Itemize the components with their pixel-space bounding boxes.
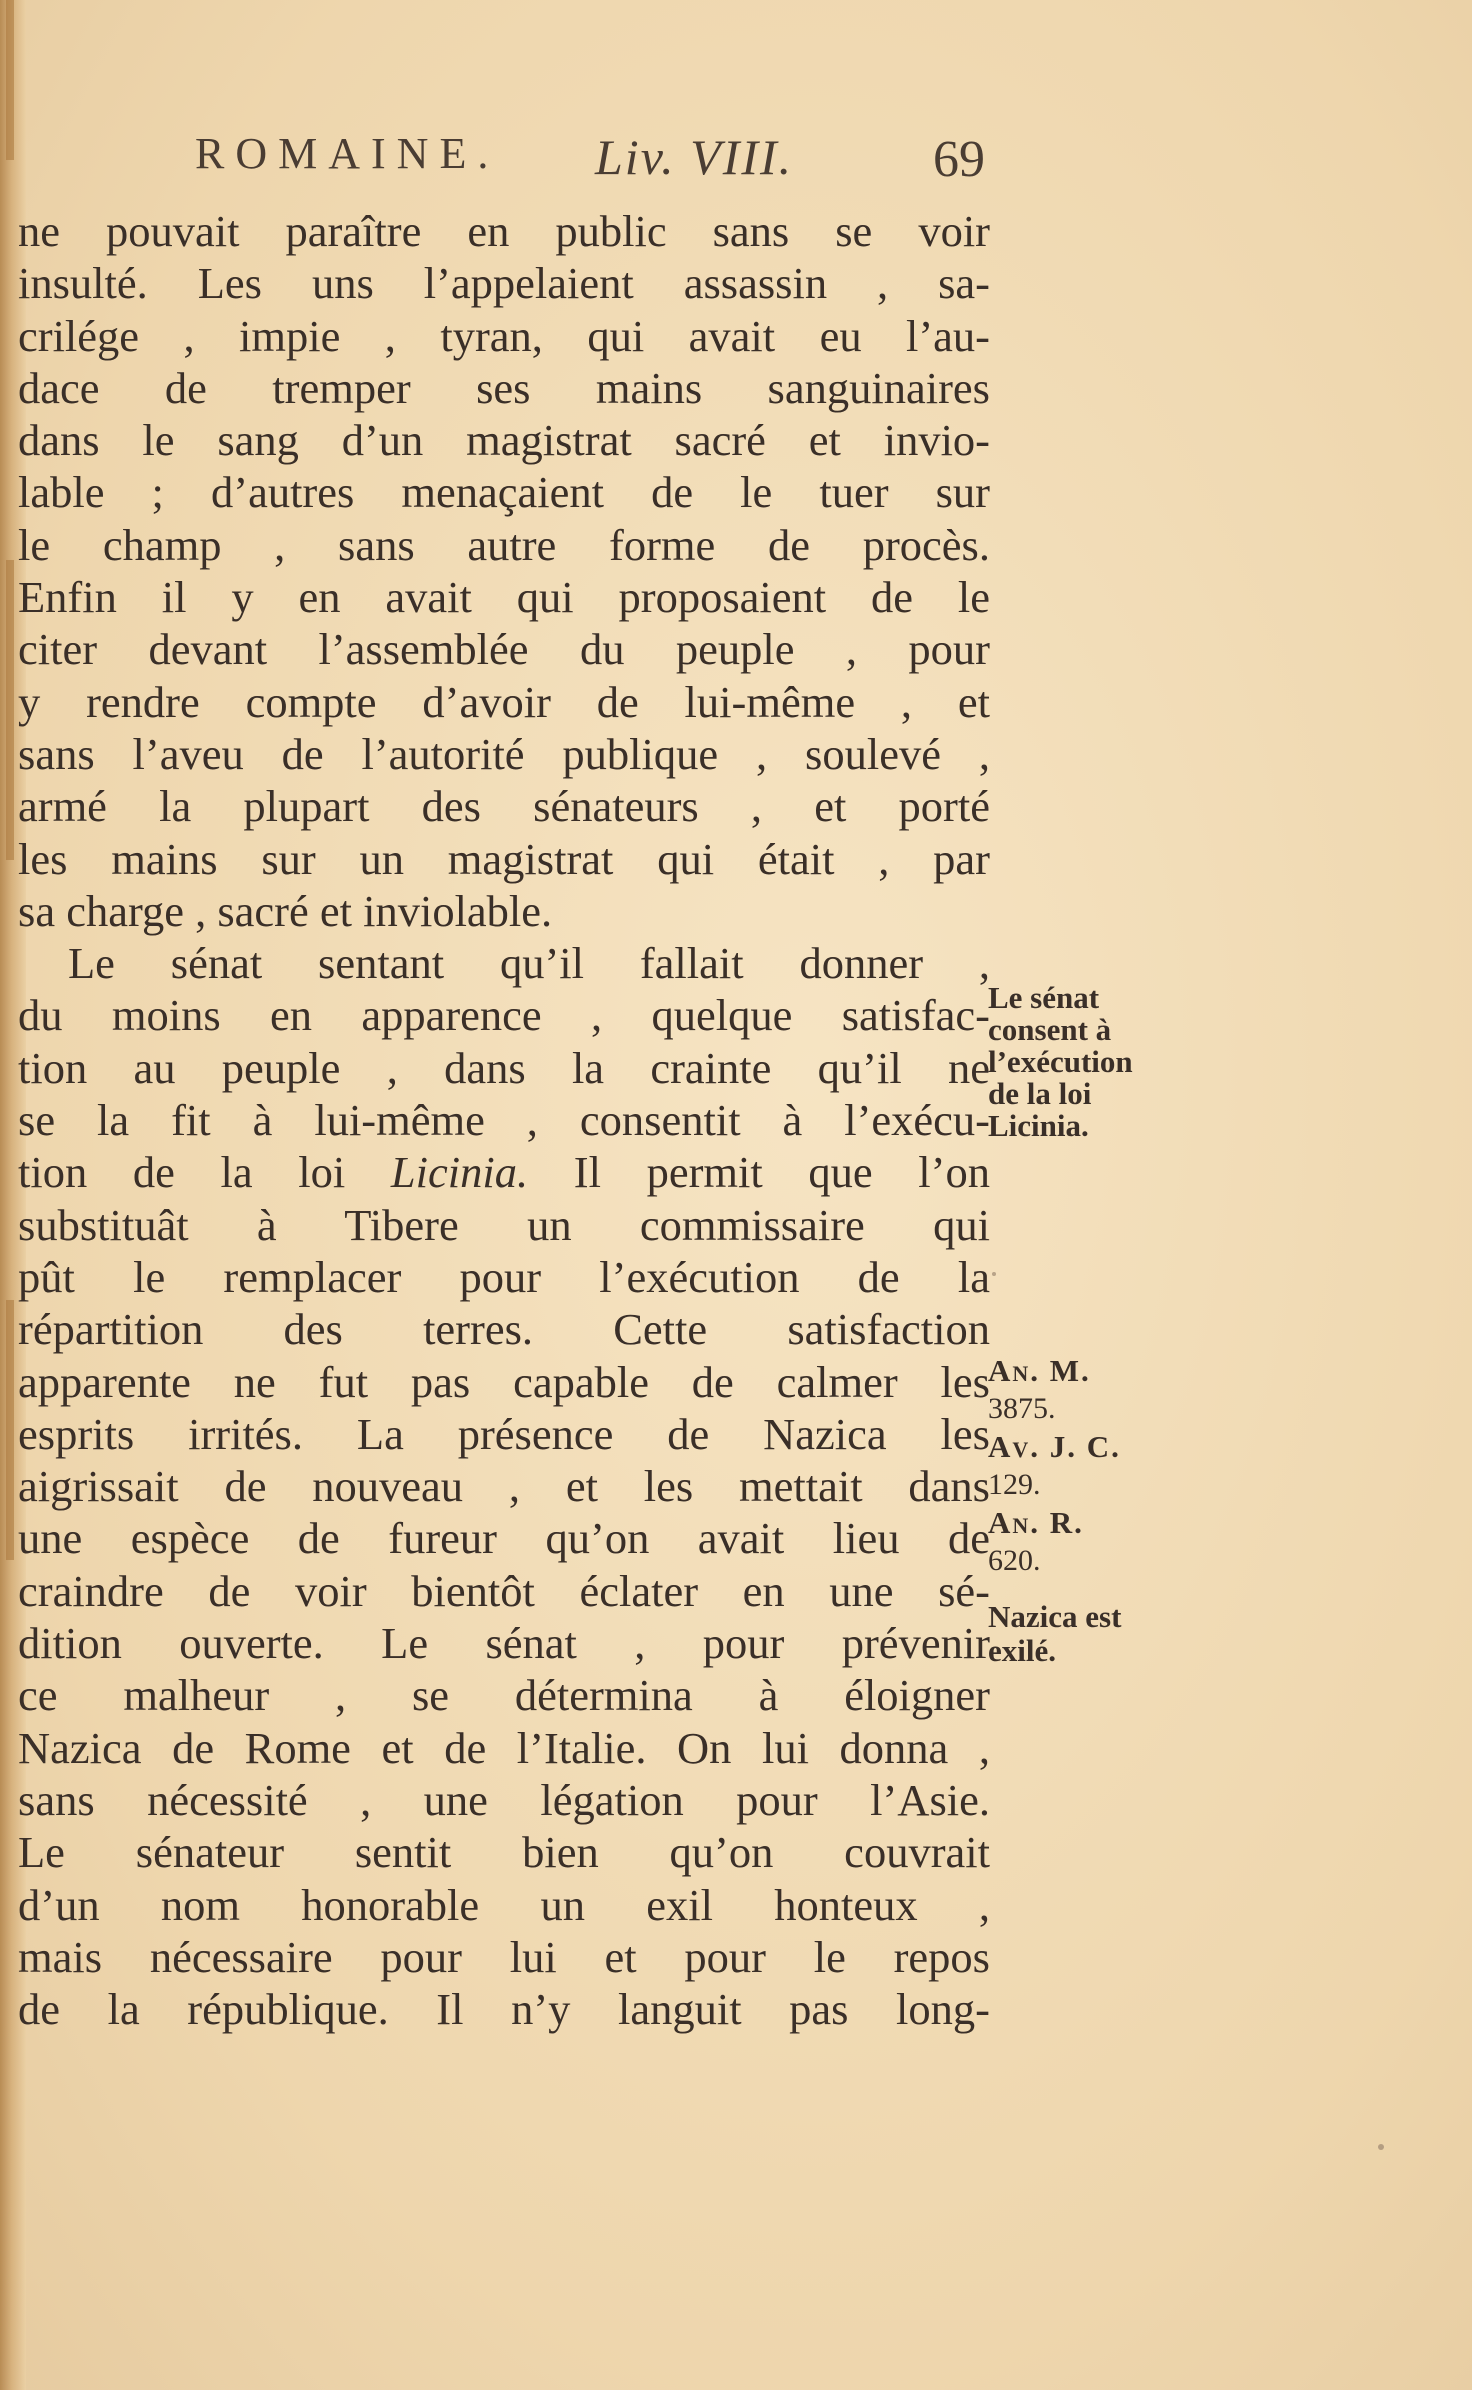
margin-note-dates [988, 1352, 1198, 1580]
text-line: répartition des terres. Cette satisfaction [18, 1304, 990, 1355]
text-line: armé la plupart des sénateurs , et porté [18, 781, 990, 832]
text-line: d’un nom honorable un exil honteux , [18, 1879, 990, 1930]
text-line: du moins en apparence , quelque satisfac- [18, 990, 990, 1041]
text-line: ne pouvait paraître en public sans se voir [18, 206, 990, 256]
running-header [195, 128, 995, 208]
date-era-label: An. M. [988, 1353, 1091, 1388]
text-line: sans nécessité , une légation pour l’Asie. [18, 1774, 990, 1825]
margin-note-line: exilé. [988, 1633, 1056, 1668]
margin-note-senat [988, 982, 1198, 1142]
text-line: une espèce de fureur qu’on avait lieu de [18, 1513, 990, 1564]
text-line: sans l’aveu de l’autorité publique , soulevé , [18, 728, 990, 779]
text-line: Le sénat sentant qu’il fallait donner , [68, 938, 990, 989]
text-line [18, 1146, 990, 1198]
text-line: lable ; d’autres menaçaient de le tuer sur [18, 467, 990, 518]
text-fragment: tion de la loi [18, 1147, 391, 1198]
text-line: y rendre compte d’avoir de lui-même , et [18, 676, 990, 727]
margin-note-line: l’exécution [988, 1044, 1133, 1079]
text-line: se la fit à lui-même , consentit à l’exécu- [18, 1095, 990, 1146]
margin-note-line: Licinia. [988, 1108, 1089, 1143]
binding-stain [6, 560, 14, 860]
text-line: ce malheur , se détermina à éloigner [18, 1670, 990, 1721]
margin-note-line: Le sénat [988, 980, 1100, 1015]
text-line: esprits irrités. La présence de Nazica les [18, 1408, 990, 1459]
text-line: le champ , sans autre forme de procès. [18, 519, 990, 570]
text-line: apparente ne fut pas capable de calmer les [18, 1356, 990, 1407]
binding-stain [6, 1300, 14, 1560]
text-line: craindre de voir bientôt éclater en une sé- [18, 1565, 990, 1616]
date-era-label: Av. J. C. [988, 1429, 1121, 1464]
paper-speck [992, 1272, 996, 1276]
margin-note-line: de la loi [988, 1076, 1092, 1111]
binding-stain [6, 0, 14, 160]
text-line: substituât à Tibere un commissaire qui [18, 1199, 990, 1250]
header-title: ROMAINE. [195, 129, 500, 178]
margin-note-line: consent à [988, 1012, 1112, 1047]
italic-law-name: Licinia. [390, 1147, 529, 1198]
text-line: les mains sur un magistrat qui était , par [18, 833, 990, 884]
text-line: dans le sang d’un magistrat sacré et invio- [18, 415, 990, 466]
text-line: tion au peuple , dans la crainte qu’il ne [18, 1042, 990, 1093]
margin-note-line: Nazica est [988, 1599, 1122, 1634]
text-line: dace de tremper ses mains sanguinaires [18, 362, 990, 413]
text-line: mais nécessaire pour lui et pour le repos [18, 1931, 990, 1982]
date-year-value: 620. [988, 1544, 1041, 1577]
text-line: aigrissait de nouveau , et les mettait dans [18, 1461, 990, 1512]
page-number: 69 [933, 131, 985, 188]
text-line: de la république. Il n’y languit pas long- [18, 1984, 990, 2035]
date-year-value: 3875. [988, 1392, 1056, 1425]
text-line: Nazica de Rome et de l’Italie. On lui donna , [18, 1722, 990, 1773]
text-line: pût le remplacer pour l’exécution de la [18, 1251, 990, 1302]
paper-speck [1378, 2144, 1384, 2150]
text-line: citer devant l’assemblée du peuple , pour [18, 624, 990, 675]
margin-note-nazica [988, 1600, 1198, 1668]
text-line: Le sénateur sentit bien qu’on couvrait [18, 1827, 990, 1878]
text-line: insulté. Les uns l’appelaient assassin , sa- [18, 258, 990, 309]
text-line: dition ouverte. Le sénat , pour prévenir [18, 1618, 990, 1669]
text-line: crilége , impie , tyran, qui avait eu l’au- [18, 310, 990, 361]
date-year-value: 129. [988, 1468, 1041, 1501]
header-book-number: Liv. VIII. [595, 129, 794, 185]
main-text-block [18, 205, 990, 2035]
text-line: Enfin il y en avait qui proposaient de le [18, 572, 990, 623]
date-era-label: An. R. [988, 1505, 1084, 1540]
text-line: sa charge , sacré et inviolable. [18, 885, 553, 936]
text-fragment: Il permit que l’on [528, 1147, 990, 1198]
